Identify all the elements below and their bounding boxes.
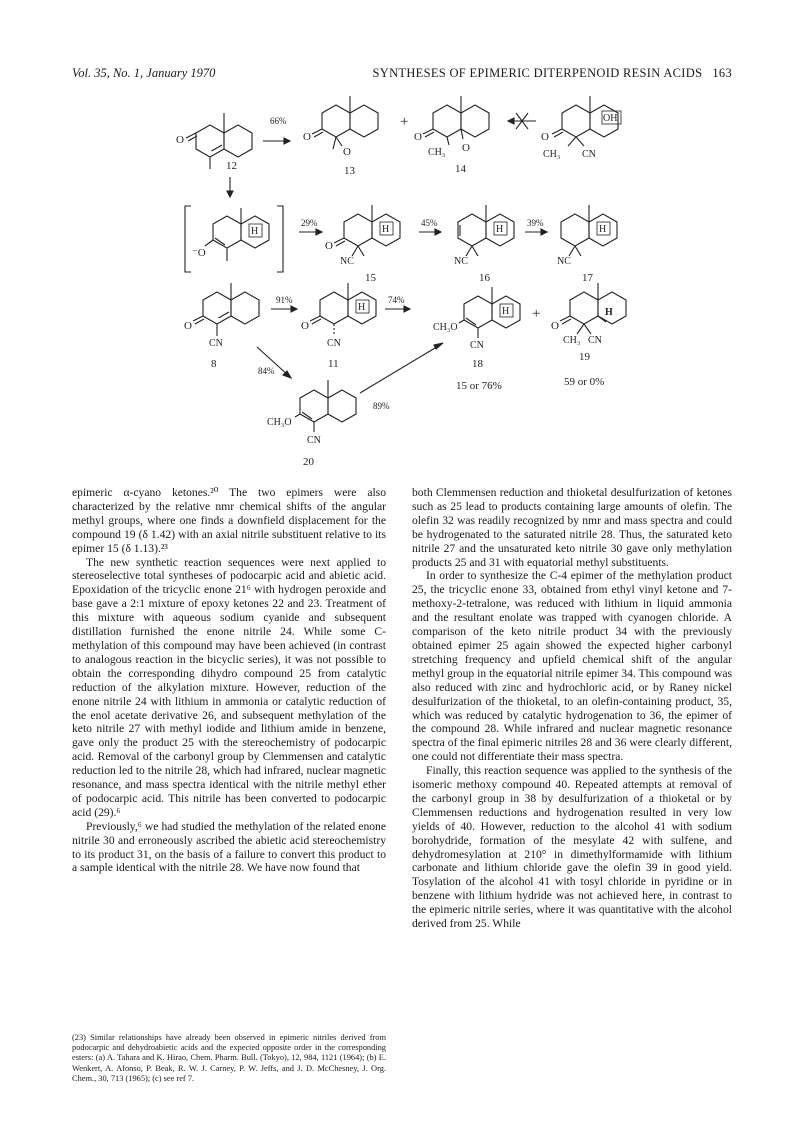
crossed-arrow-icon <box>508 113 536 129</box>
paragraph: epimeric α-cyano ketones.²⁰ The two epimers were also characterized by the relative nmr chemical shifts of the angular methyl groups, where one finds a downfield displacement for the compound 19 (δ 1.42) with an axial nitrile substituent relative to its epimer 15 (δ 1.13).²³ <box>72 486 386 555</box>
journal-volume-line: Vol. 35, No. 1, January 1970 <box>72 66 216 80</box>
compound-number: 13 <box>344 165 355 177</box>
paragraph: In order to synthesize the C-4 epimer of the methylation product 25, the tricyclic enone 33, obtained from ethyl vinyl ketone and 7-methoxy-2-tetralone, was reduced with lithium in liquid ammonia and the resultant enolate was trapped with cyanogen chloride. A comparison of the keto nitrile product 34 with the previously obtained epimer 25 again showed the expected higher carbonyl stretching frequency and upfield chemical shift of the angular methyl group in the equatorial nitrile epimer 34. This compound was also reduced with zinc and hydrochloric acid, or by Raney nickel desulfurization of the thioketal, to an olefin-containing product, 35, which was reduced by catalytic hydrogenation to 36, the epimer of the compound 28. While infrared and nuclear magnetic resonance spectra of the final epimeric nitriles 28 and 36 were clearly different, one could not differentiate their mass spectra. <box>412 569 732 764</box>
atom-label-h: H <box>496 224 504 235</box>
yield-label: 89% <box>373 401 390 411</box>
plus-sign: + <box>532 306 541 322</box>
compound-20-structure <box>295 380 356 432</box>
yield-label: 45% <box>421 218 438 228</box>
compound-number: 17 <box>582 272 593 284</box>
paragraph: The new synthetic reaction sequences were next applied to stereoselective total syntheses of podocarpic acid and abietic acid. Epoxidation of the tricyclic enone 21⁶ with hydrogen peroxide and base gave a 2:1 mixture of epoxy ketones 22 and 23. Treatment of this mixture with aqueous sodium cyanide and subsequent distillation furnished the enone nitrile 24. While some C-methylation of this compound may have been achieved (in contrast to analogous reaction in the bicyclic series), it was not possible to obtain the corresponding dihydro compound 25 from catalytic reduction of the alkylation mixture. However, reduction of the enone nitrile 24 with lithium in ammonia or catalytic reduction of the enol acetate derivative 26, and subsequent methylation of the keto nitrile 27 with methyl iodide and lithium amide in benzene, gave only the product 25 with the stereochemistry of podocarpic acid. Removal of the carbonyl group by Clemmensen and catalytic reduction led to the nitrile 28, which had infrared, nuclear magnetic resonance, and mass spectra identical with the nitrile methyl ether of podocarpic acid. This nitrile has been converted to podocarpic acid (29).⁶ <box>72 555 386 819</box>
arrow-head-icon <box>435 229 441 235</box>
yield-label: 66% <box>270 116 287 126</box>
compound-8-structure <box>193 283 259 336</box>
compound-number: 16 <box>479 272 490 284</box>
compound-13-structure <box>312 96 378 149</box>
compound-17-structure <box>561 205 617 256</box>
enolate-bracket <box>185 206 283 272</box>
arrow-head-icon <box>316 229 322 235</box>
atom-label-nc: NC <box>340 256 354 267</box>
arrow-head-icon <box>434 343 443 349</box>
atom-label-o-minus: ⁻O <box>192 247 206 259</box>
atom-label-ch3: CH₃ <box>428 147 446 158</box>
atom-label-cn: CN <box>209 338 223 349</box>
atom-label-o: O <box>541 131 549 143</box>
paragraph: both Clemmensen reduction and thioketal desulfurization of ketones such as 25 lead to products containing large amounts of olefin. The olefin 32 was readily recognized by nmr and mass spectra and could be hydrogenated to the saturated nitrile 28. Thus, the saturated keto nitrile 27 and the unsaturated keto nitrile 30 gave only methylation products 25 and 31 with equatorial methyl substituents. <box>412 486 732 569</box>
yield-label: 39% <box>527 218 544 228</box>
atom-label-h: H <box>382 224 390 235</box>
arrow-head-icon <box>291 306 297 312</box>
yield-ratio-18: 15 or 76% <box>456 380 502 392</box>
yield-ratio-19: 59 or 0% <box>564 376 605 388</box>
text-column-right <box>412 486 732 931</box>
atom-label-o: O <box>414 131 422 143</box>
atom-label-h: H <box>251 226 259 237</box>
plus-sign: + <box>400 114 409 130</box>
atom-label-ch3o: CH₃O <box>433 322 458 333</box>
atom-label-o: O <box>343 146 351 158</box>
enolate-structure <box>205 208 269 261</box>
atom-label-cn: CN <box>588 335 602 346</box>
atom-label-h: H <box>502 306 510 317</box>
compound-11-structure <box>310 283 376 336</box>
atom-label-ch3: CH₃ <box>563 335 581 346</box>
running-title-text: SYNTHESES OF EPIMERIC DITERPENOID RESIN ACIDS <box>372 66 703 80</box>
atom-label-cn: CN <box>470 340 484 351</box>
reaction-arrow <box>360 345 440 393</box>
footnote: (23) Similar relationships have already been observed in epimeric nitriles derived from podocarpic and dehydroabietic acids and the expected opposite order in the corresponding esters: (a) A. Tahara and K. Hirao, Chem. Pharm. Bull. (Tokyo), 12, 984, 1121 (1964); (b) E. Wenkert, A. Afonso, P. Beak, R. W. J. Carney, P. W. Jeffs, and J. D. McChesney, J. Org. Chem., 30, 713 (1965); (c) see ref 7. <box>72 1033 386 1083</box>
compound-19-structure <box>560 283 626 334</box>
compound-number: 19 <box>579 351 590 363</box>
compound-number: 20 <box>303 456 314 468</box>
atom-label-nc: NC <box>454 256 468 267</box>
compound-number: 18 <box>472 358 483 370</box>
paragraph: Previously,⁶ we had studied the methylation of the related enone nitrile 30 and erroneously ascribed the abietic acid stereochemistry to its product 31, on the basis of a failure to convert this product to a sample identical with the nitrile 28. We have now found that <box>72 819 386 875</box>
atom-label-oh: OH <box>603 113 618 124</box>
compound-number: 8 <box>211 358 217 370</box>
arrow-head-icon <box>227 191 233 197</box>
page-number: 163 <box>712 66 732 80</box>
compound-18-structure <box>459 287 520 338</box>
atom-label-o: O <box>462 142 470 154</box>
atom-label-o: O <box>551 320 559 332</box>
arrow-head-icon <box>404 306 410 312</box>
atom-label-cn: CN <box>582 149 596 160</box>
atom-label-cn: CN <box>327 338 341 349</box>
yield-label: 84% <box>258 366 275 376</box>
compound-number: 11 <box>328 358 339 370</box>
atom-label-ch3o: CH₃O <box>267 417 292 428</box>
atom-label-nc: NC <box>557 256 571 267</box>
atom-label-h: H <box>605 307 613 318</box>
compound-12-structure <box>186 113 252 169</box>
yield-label: 29% <box>301 218 318 228</box>
atom-label-o: O <box>325 240 333 252</box>
atom-label-h: H <box>599 224 607 235</box>
atom-label-o: O <box>176 134 184 146</box>
atom-label-o: O <box>303 131 311 143</box>
arrow-head-icon <box>541 229 547 235</box>
compound-number: 15 <box>365 272 376 284</box>
compound-14-structure <box>423 96 489 145</box>
reaction-scheme <box>0 0 803 480</box>
yield-label: 74% <box>388 295 405 305</box>
arrow-head-icon <box>284 138 290 144</box>
paragraph: Finally, this reaction sequence was applied to the synthesis of the isomeric methoxy compound 40. Repeated attempts at removal of the carbonyl group in 38 by desulfurization of a thioketal or by Clemmensen reductions and hydrogenation resulted in very low yields of 40. However, reduction to the alcohol 41 with sodium borohydride, formation of the mesylate 42 with sulfene, and dehydromesylation at 210° in dimethylformamide with lithium carbonate and lithium chloride gave the olefin 39 in good yield. Tosylation of the alcohol 41 with tosyl chloride in pyridine or in benzene with lithium hydride was not achieved here, in contrast to the epimeric nitrile series, where it was quantitative with the alcohol derived from 25. While <box>412 764 732 931</box>
compound-number: 14 <box>455 163 466 175</box>
atom-label-ch3: CH₃ <box>543 149 561 160</box>
atom-label-o: O <box>301 320 309 332</box>
atom-label-o: O <box>184 320 192 332</box>
compound-number: 12 <box>226 160 237 172</box>
atom-label-h: H <box>358 302 366 313</box>
compound-16-structure <box>458 205 514 256</box>
text-column-left <box>72 486 386 875</box>
atom-label-cn: CN <box>307 435 321 446</box>
yield-label: 91% <box>276 295 293 305</box>
compound-15-structure <box>334 205 400 256</box>
